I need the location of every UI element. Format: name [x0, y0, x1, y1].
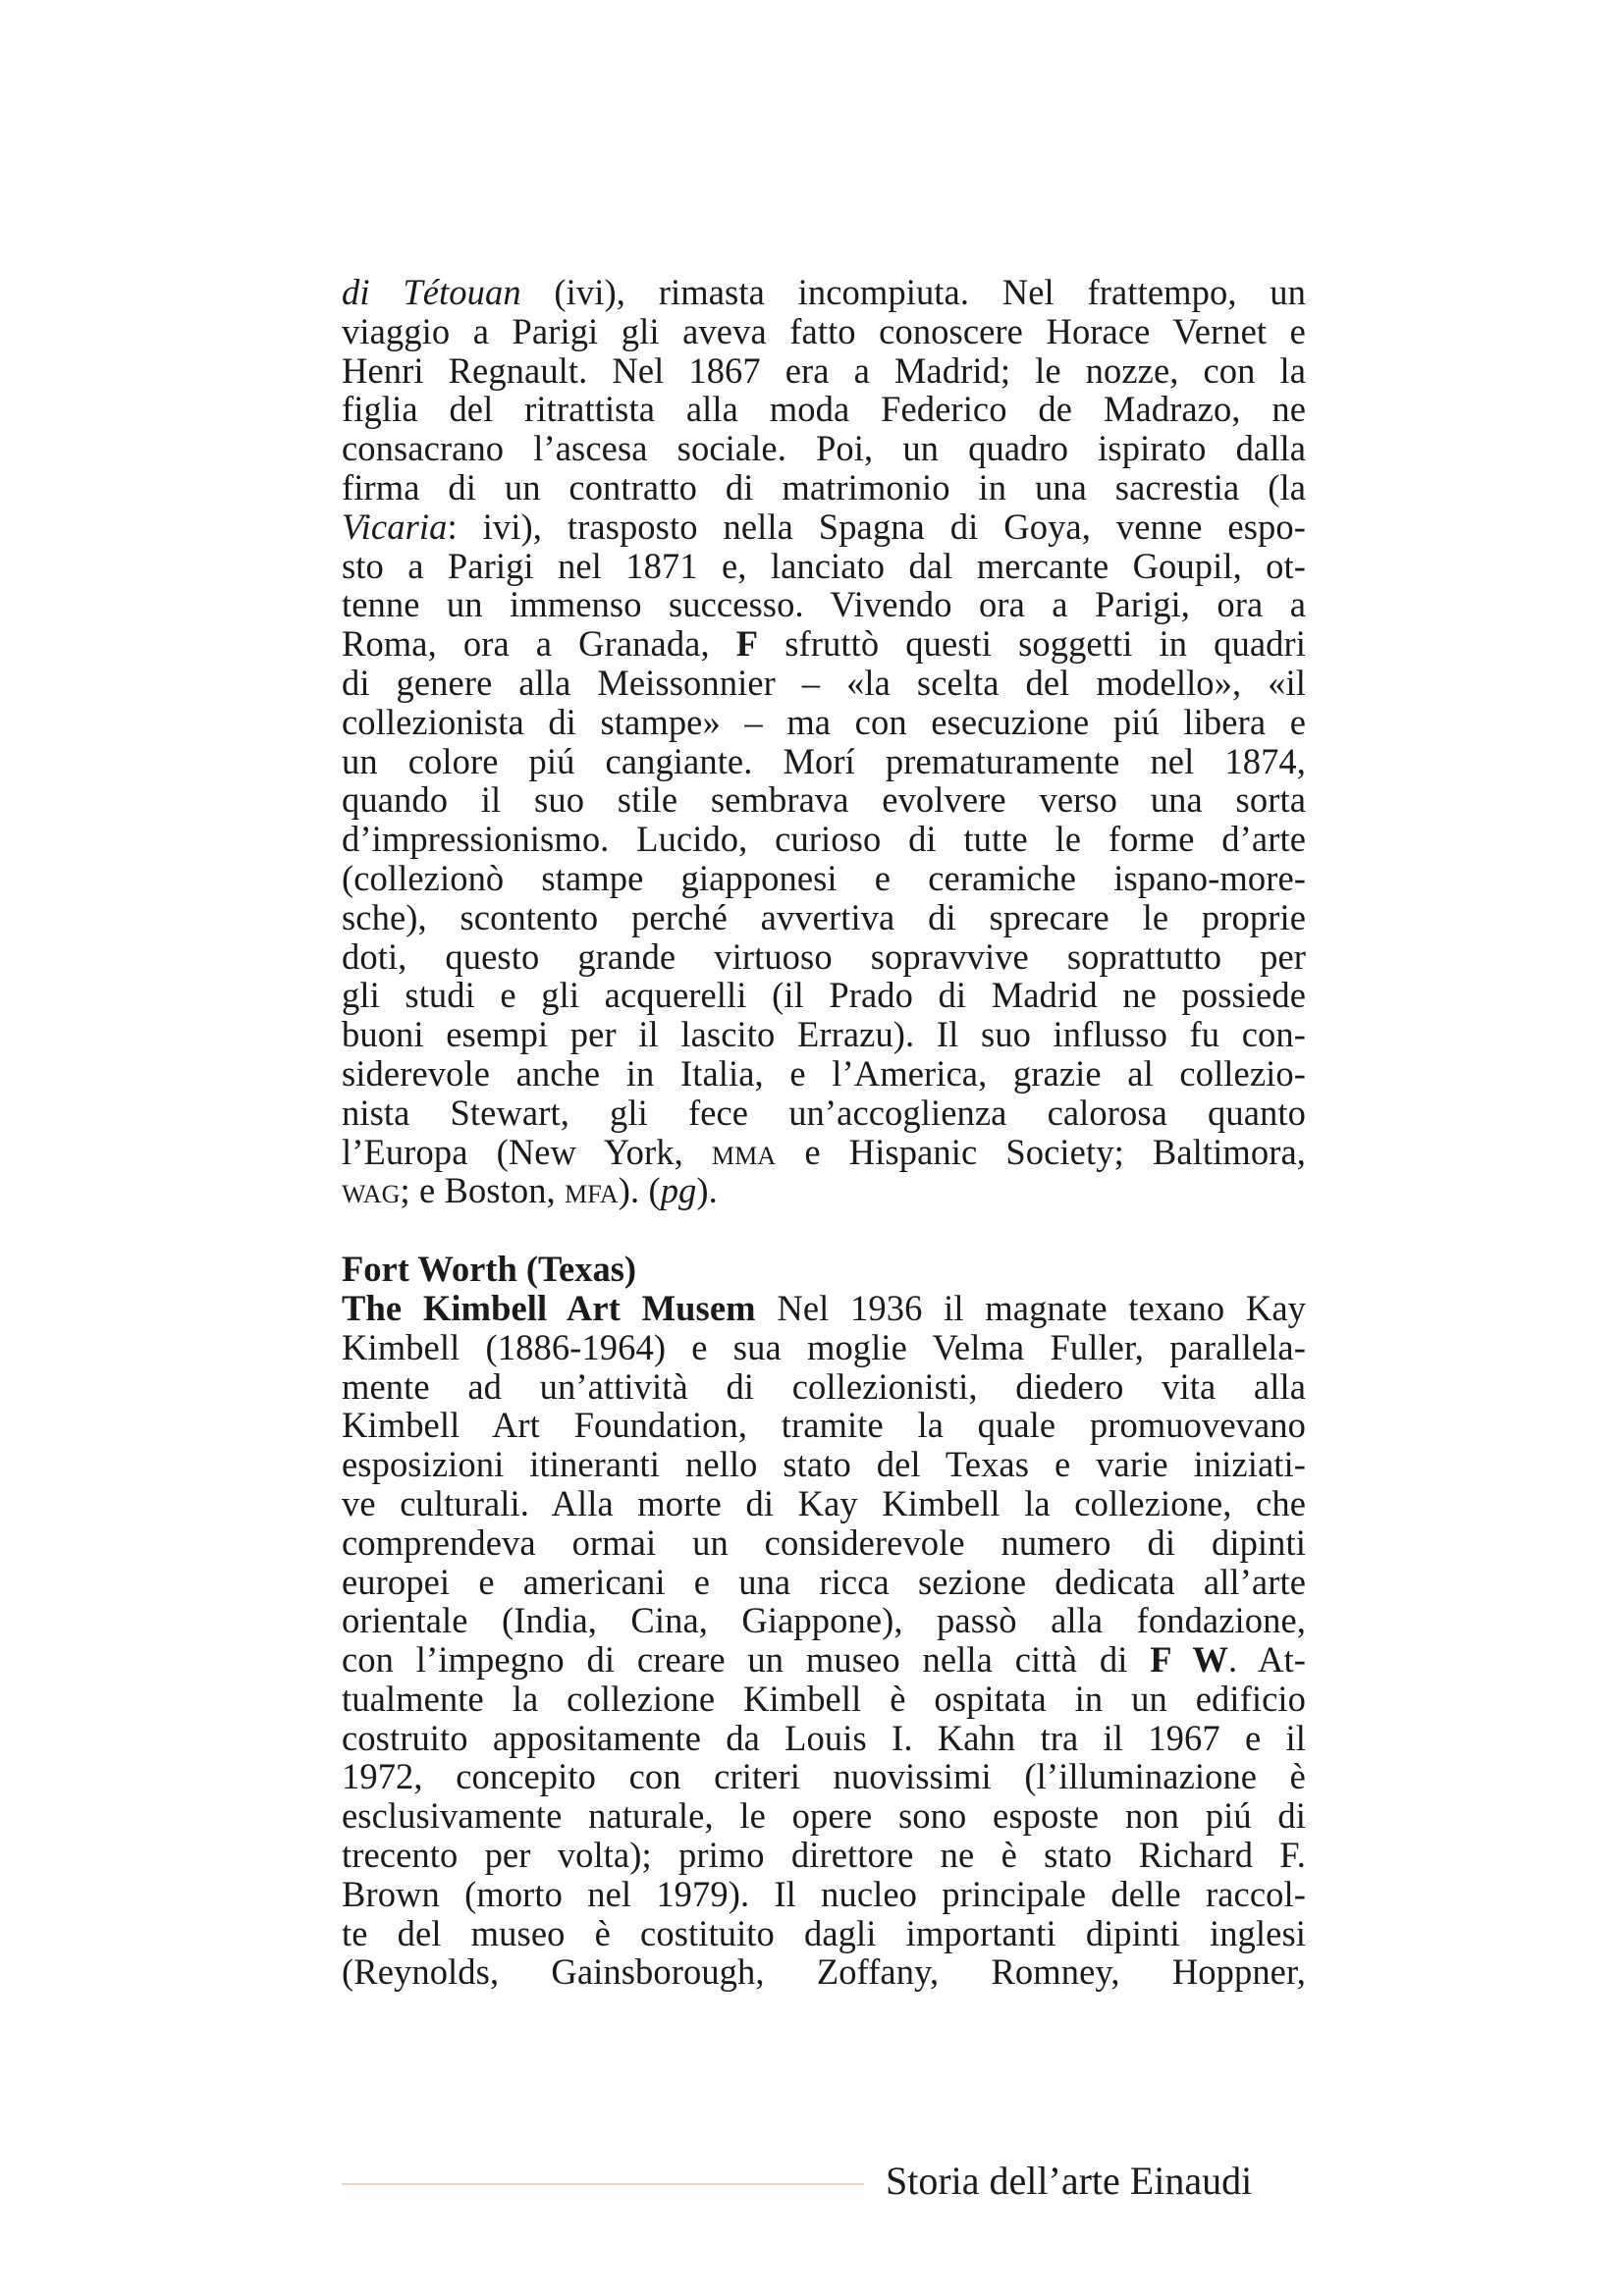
text-line: costruito appositamente da Louis I. Kahn tra il 1967 e il	[342, 1717, 1306, 1758]
text-line: quando il suo stile sembrava evolvere verso una sorta	[342, 779, 1306, 821]
text-line: Roma, ora a Granada, F sfruttò questi soggetti in quadri	[342, 623, 1306, 665]
text-line: wag; e Boston, mfa). (pg).	[342, 1170, 718, 1211]
text-line: di Tétouan (ivi), rimasta incompiuta. Nel frattempo, un	[342, 272, 1306, 312]
text-line: esclusivamente naturale, le opere sono esposte non piú di	[342, 1795, 1306, 1837]
text-line: sto a Parigi nel 1871 e, lanciato dal mercante Goupil, ot-	[342, 545, 1306, 586]
footer-text: Storia dell’arte Einaudi	[886, 2159, 1253, 2203]
museum-abbreviation: wag	[342, 1170, 401, 1211]
abbreviation-f: F	[735, 623, 759, 665]
text-line: comprendeva ormai un considerevole numero di dipinti	[342, 1522, 1306, 1563]
paragraph-kimbell	[342, 1289, 1306, 1992]
text-line: Brown (morto nel 1979). Il nucleo principale delle raccol-	[342, 1873, 1306, 1914]
text-line: figlia del ritrattista alla moda Federico de Madrazo, ne	[342, 389, 1306, 430]
text-line	[342, 1289, 1306, 1328]
paragraph-fortuny	[342, 273, 1306, 1210]
text-line: viaggio a Parigi gli aveva fatto conoscere Horace Vernet e	[342, 310, 1306, 351]
footer-rule	[342, 2183, 864, 2185]
text-line: europei e americani e una ricca sezione dedicata all’arte	[342, 1561, 1306, 1602]
text-line: Vicaria: ivi), trasposto nella Spagna di Goya, venne espo-	[342, 506, 1306, 547]
text-line: buoni esempi per il lascito Errazu). Il suo influsso fu con-	[342, 1014, 1306, 1055]
text-line: siderevole anche in Italia, e l’America, grazie al collezio-	[342, 1052, 1306, 1094]
text-line: ve culturali. Alla morte di Kay Kimbell la collezione, che	[342, 1482, 1306, 1523]
abbreviation-fw: F W	[1150, 1639, 1229, 1681]
text-line: con l’impegno di creare un museo nella città di F W. At-	[342, 1639, 1306, 1681]
text-line: orientale (India, Cina, Giappone), passò alla fondazione,	[342, 1600, 1306, 1641]
text-line: di genere alla Meissonnier – «la scelta del modello», «il	[342, 662, 1306, 703]
text-line: firma di un contratto di matrimonio in una sacrestia (la	[342, 466, 1306, 507]
entry-text: Nel 1936 il magnate texano Kay	[777, 1287, 1306, 1328]
text-line: doti, questo grande virtuoso sopravvive soprattutto per	[342, 935, 1306, 977]
text-line: Kimbell (1886-1964) e sua moglie Velma Fuller, parallela-	[342, 1326, 1306, 1367]
text-line: Henri Regnault. Nel 1867 era a Madrid; le nozze, con la	[342, 349, 1306, 391]
text-line: consacrano l’ascesa sociale. Poi, un quadro ispirato dalla	[342, 428, 1306, 469]
section-heading: Fort Worth (Texas)	[342, 1249, 637, 1290]
text-line: sche), scontento perché avvertiva di sprecare le proprie	[342, 896, 1306, 937]
text-line: collezionista di stampe» – ma con esecuzione piú libera e	[342, 701, 1306, 742]
text-line: l’Europa (New York, mma e Hispanic Society; Baltimora,	[342, 1131, 1306, 1172]
text-line: gli studi e gli acquerelli (il Prado di Madrid ne possiede	[342, 975, 1306, 1016]
text-line: mente ad un’attività di collezionisti, diedero vita alla	[342, 1365, 1306, 1407]
text-line: trecento per volta); primo direttore ne è stato Richard F.	[342, 1835, 1306, 1876]
italic-title: Vicaria	[342, 506, 448, 547]
text-line: 1972, concepito con criteri nuovissimi (l’illuminazione è	[342, 1756, 1306, 1797]
text-line: (collezionò stampe giapponesi e ceramiche ispano-more-	[342, 857, 1306, 898]
text-line: nista Stewart, gli fece un’accoglienza calorosa quanto	[342, 1092, 1306, 1133]
text-line: esposizioni itineranti nello stato del Texas e varie iniziati-	[342, 1444, 1306, 1485]
page-body	[342, 273, 1306, 1992]
entry-title: The Kimbell Art Musem	[342, 1287, 756, 1328]
italic-title: di Tétouan	[342, 272, 521, 312]
text-line: (Reynolds, Gainsborough, Zoffany, Romney, Hoppner,	[342, 1951, 1306, 1993]
museum-abbreviation: mma	[711, 1131, 777, 1172]
text-line: tualmente la collezione Kimbell è ospitata in un edificio	[342, 1678, 1306, 1719]
museum-abbreviation: mfa	[565, 1170, 619, 1211]
text-line: te del museo è costituito dagli importanti dipinti inglesi	[342, 1912, 1306, 1953]
text-line: Kimbell Art Foundation, tramite la quale promuovevano	[342, 1405, 1306, 1446]
text-line: un colore piú cangiante. Morí prematuramente nel 1874,	[342, 740, 1306, 781]
text-line: tenne un immenso successo. Vivendo ora a Parigi, ora a	[342, 584, 1306, 625]
author-initials: pg	[660, 1170, 697, 1211]
text-line: d’impressionismo. Lucido, curioso di tutte le forme d’arte	[342, 819, 1306, 860]
